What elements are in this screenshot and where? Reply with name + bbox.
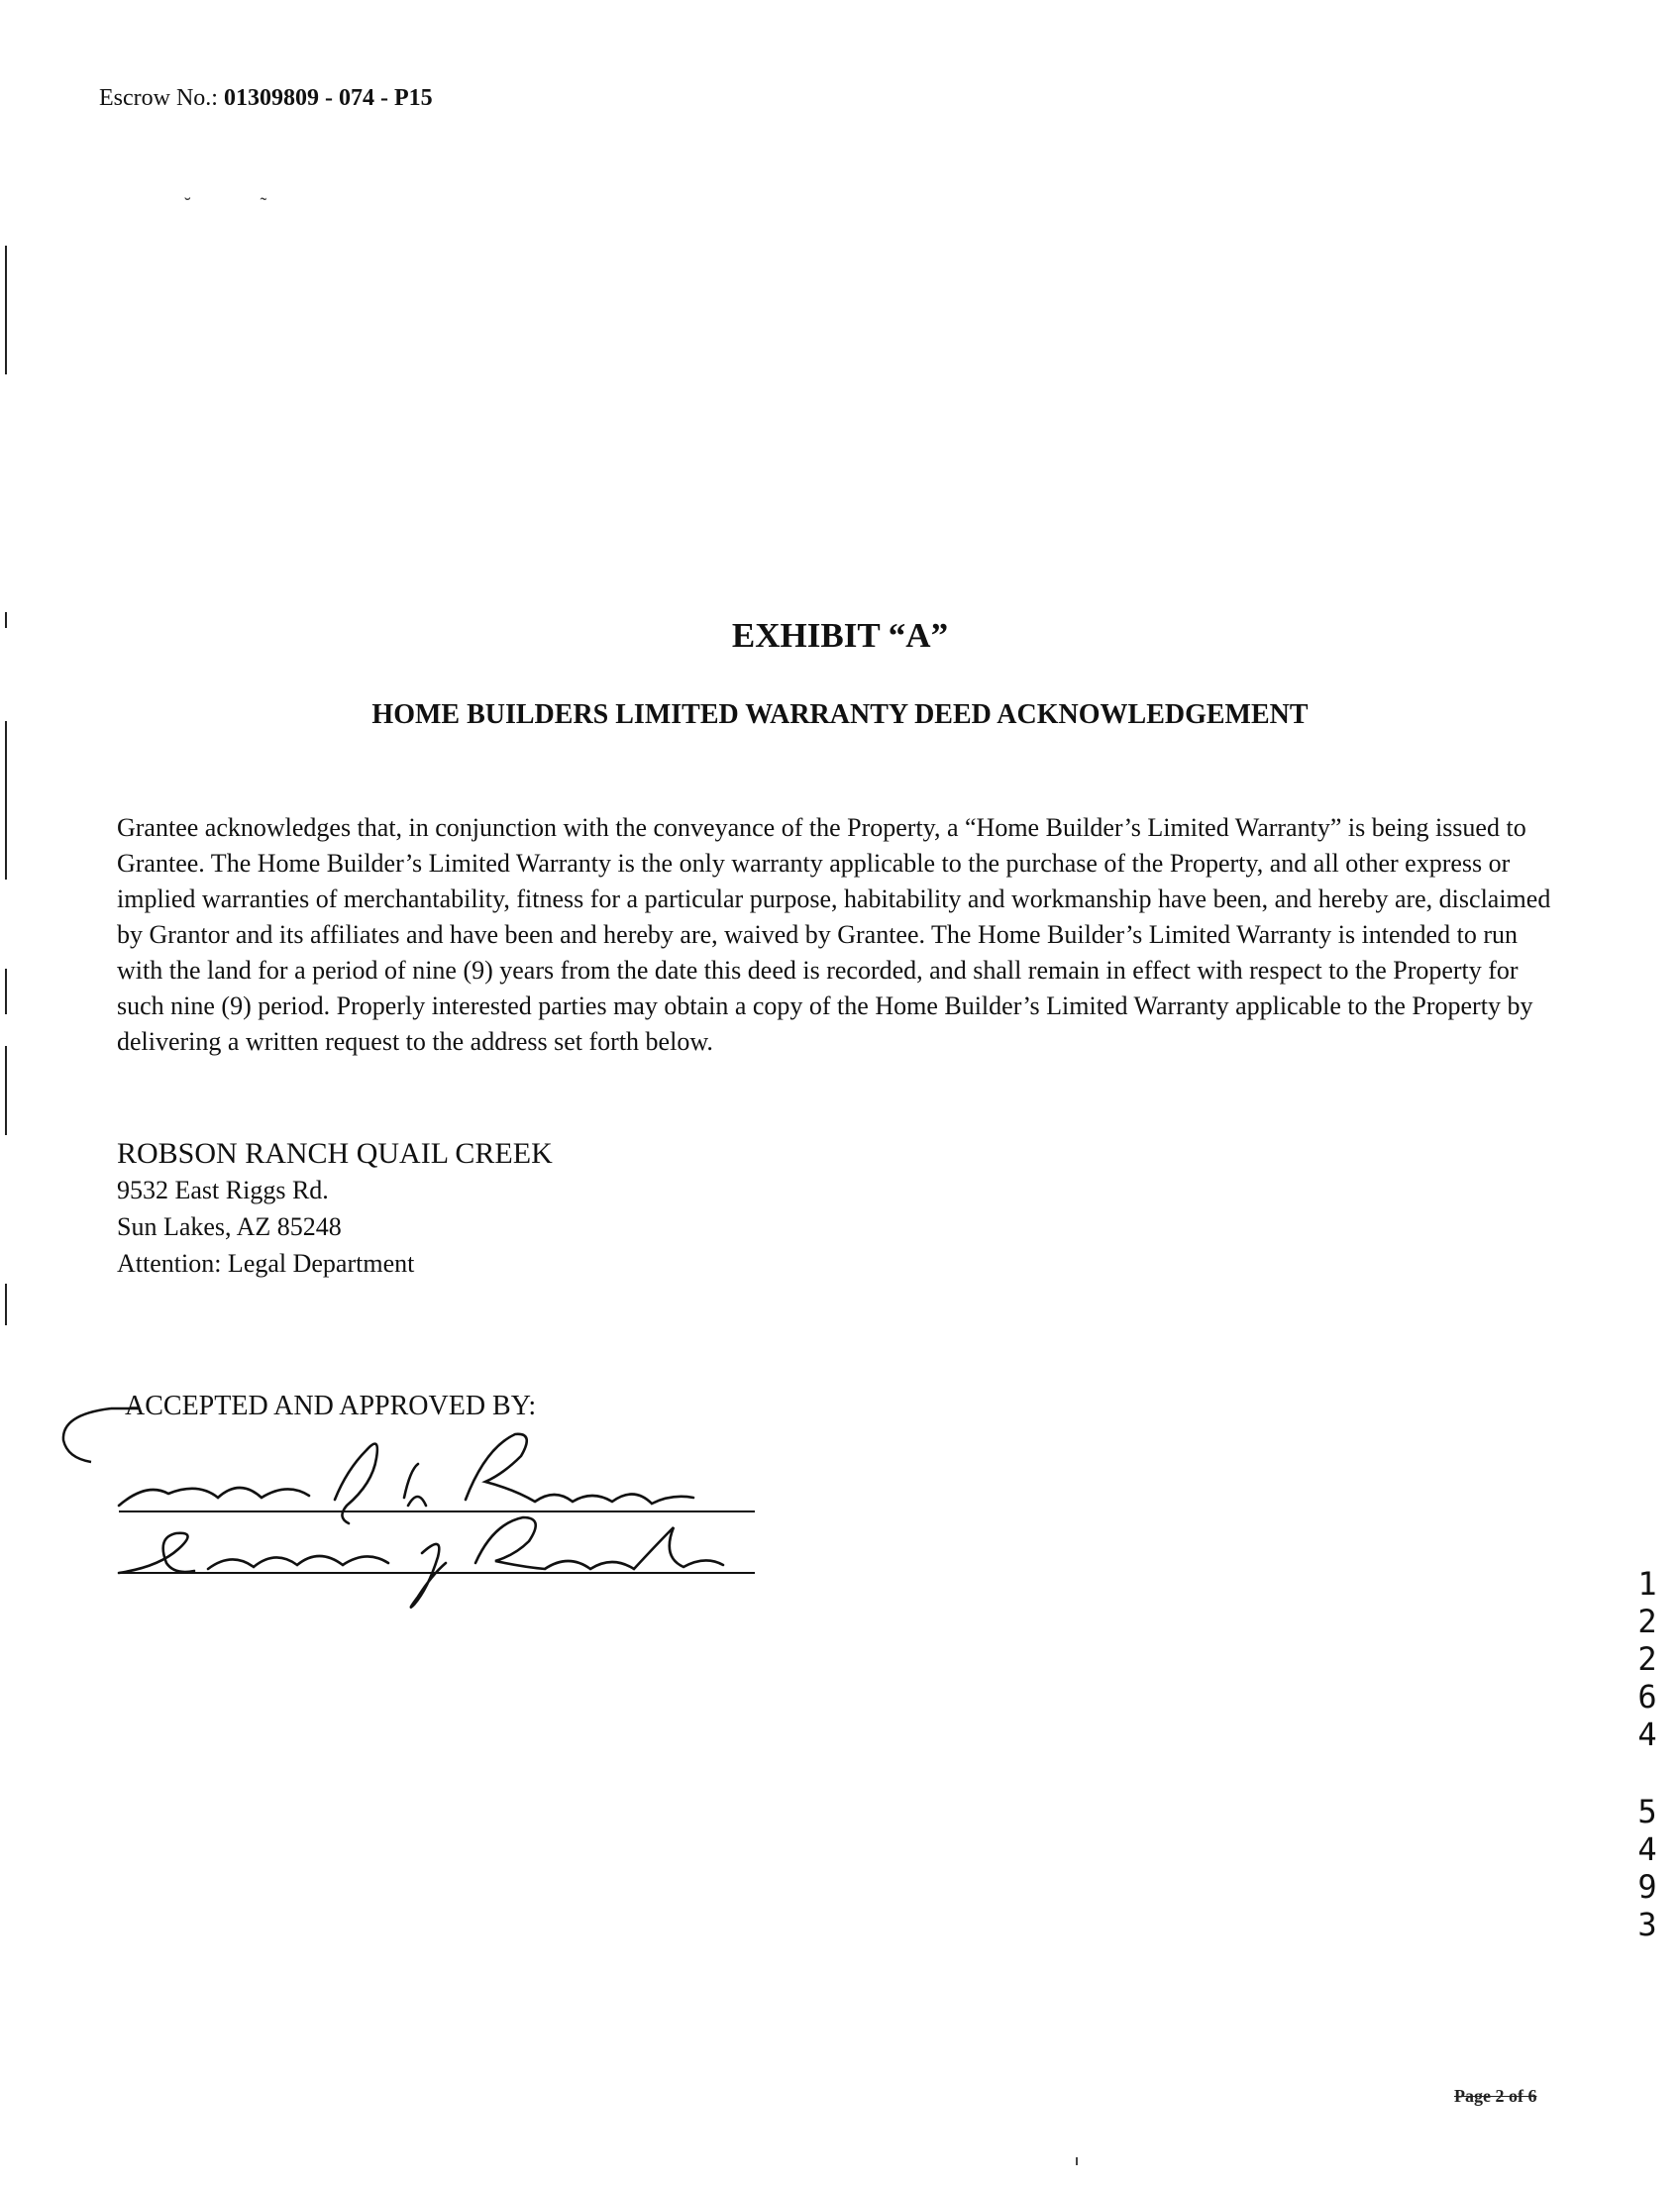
escrow-number-line [99,85,433,112]
stamp-digit: 2 [1637,1640,1657,1678]
recording-number-stamp [1632,1565,1662,1943]
company-name: ROBSON RANCH QUAIL CREEK [117,1137,553,1170]
signature-block [50,1379,763,1626]
stamp-gap [1632,1753,1662,1793]
city-state-zip: Sun Lakes, AZ 85248 [117,1212,342,1241]
stamp-digit: 4 [1637,1716,1657,1753]
scan-speck [1076,2157,1078,2165]
exhibit-title: EXHIBIT “A” [731,616,949,655]
stamp-digit: 4 [1637,1830,1657,1868]
stamp-digit: 3 [1637,1906,1657,1943]
stamp-digit: 2 [1637,1603,1657,1640]
scan-edge-line [5,969,7,1014]
escrow-label: Escrow No.: [99,85,224,111]
exhibit-subtitle: HOME BUILDERS LIMITED WARRANTY DEED ACKNOWLEDGEMENT [371,699,1309,730]
stamp-digit: 5 [1637,1793,1657,1830]
scan-edge-line [5,1046,7,1135]
escrow-number: 01309809 - 074 - P15 [223,85,433,111]
address-block [117,1135,553,1282]
stamp-digit: 1 [1637,1565,1657,1603]
scan-edge-line [5,246,7,374]
scan-edge-line [5,1284,7,1325]
attention-line: Attention: Legal Department [117,1249,415,1278]
bracket-mark [63,1408,111,1462]
warranty-paragraph: Grantee acknowledges that, in conjunction with the conveyance of the Property, a “Home Builder’s Limited Warranty” is being issued to Grantee. The Home Builder’s Limited Warranty is the only warranty applicable to the purchase of the Property, and all other express or implied warranties of merchantability, fitness for a particular purpose, habitability and workmanship have been, and hereby are, disclaimed by Grantor and its affiliates and have been and hereby are, waived by Grantee. The Home Builder’s Limited Warranty is intended to run with the land for a period of nine (9) years from the date this deed is recorded, and shall remain in effect with respect to the Property for such nine (9) period. Properly interested parties may obtain a copy of the Home Builder’s Limited Warranty applicable to the Property by delivering a written request to the address set forth below. [117,813,1551,1056]
signature-1 [119,1434,693,1523]
page-number: Page 2 of 6 [1454,2086,1537,2106]
scan-marks: ˘˜ [184,194,337,216]
street-address: 9532 East Riggs Rd. [117,1176,329,1204]
scan-edge-line [5,721,7,880]
stamp-digit: 6 [1637,1678,1657,1716]
signature-2 [119,1517,723,1608]
accepted-label: ACCEPTED AND APPROVED BY: [125,1391,537,1421]
stamp-digit: 9 [1637,1868,1657,1906]
